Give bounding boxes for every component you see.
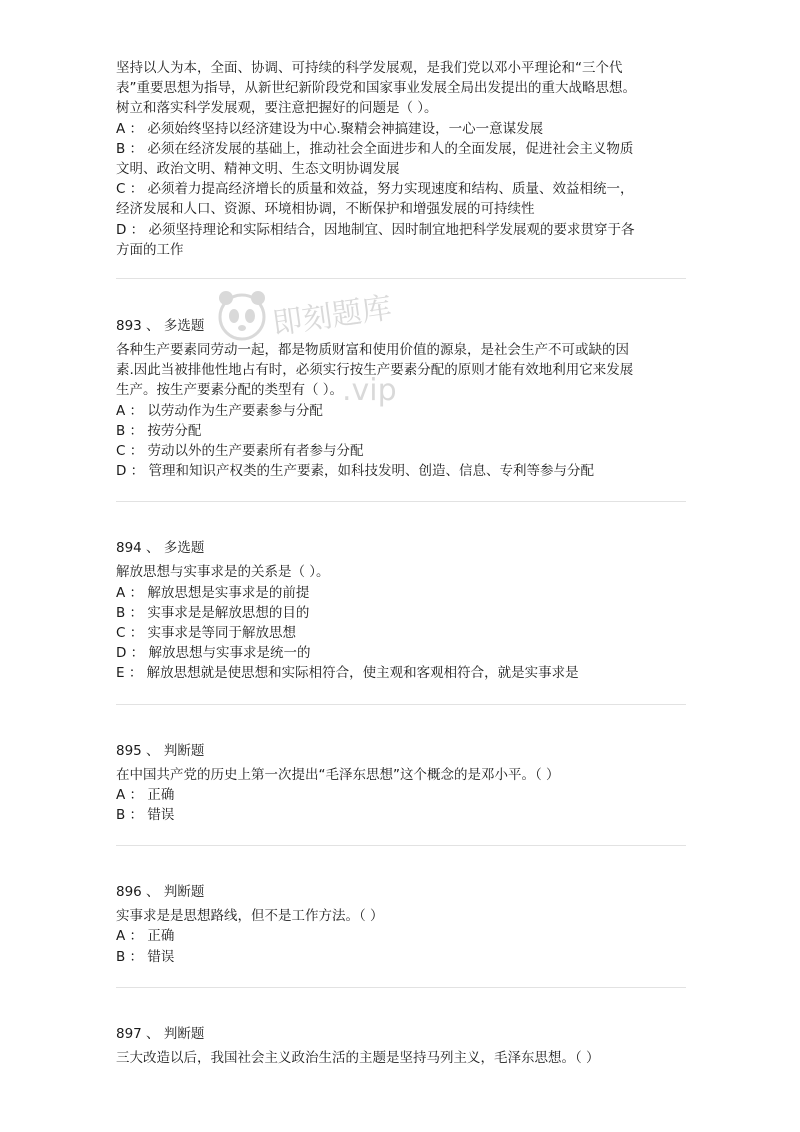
- question-stem-line: 三大改造以后，我国社会主义政治生活的主题是坚持马列主义，毛泽东思想。（ ）: [116, 1049, 600, 1066]
- divider: [116, 278, 686, 279]
- question-896: [116, 882, 686, 967]
- question-893: [116, 316, 686, 481]
- question-892: [116, 58, 686, 260]
- question-header: 894 、 多选题: [116, 540, 205, 557]
- option-c: C ： 劳动以外的生产要素所有者参与分配: [116, 443, 364, 460]
- option-b: B ： 错误: [116, 948, 175, 965]
- question-header: 897 、 判断题: [116, 1025, 205, 1042]
- document-page: [116, 58, 686, 1068]
- option-a: A ： 必须始终坚持以经济建设为中心.聚精会神搞建设，一心一意谋发展: [116, 120, 544, 137]
- question-stem-line: 生产。按生产要素分配的类型有（ ）。: [116, 382, 344, 399]
- option-b: B ： 错误: [116, 807, 175, 824]
- divider: [116, 845, 686, 846]
- option-b-continued: 文明、政治文明、精神文明、生态文明协调发展: [116, 161, 400, 178]
- question-stem-line: 表”重要思想为指导，从新世纪新阶段党和国家事业发展全局出发提出的重大战略思想。: [116, 80, 636, 97]
- question-stem-line: 解放思想与实事求是的关系是（ ）。: [116, 564, 330, 581]
- option-b: B ： 实事求是是解放思想的目的: [116, 604, 310, 621]
- question-894: [116, 538, 686, 683]
- option-a: A ： 以劳动作为生产要素参与分配: [116, 402, 323, 419]
- option-c: C ： 必须着力提高经济增长的质量和效益，努力实现速度和结构、质量、效益相统一，: [116, 181, 634, 198]
- divider: [116, 987, 686, 988]
- question-stem-line: 树立和落实科学发展观，要注意把握好的问题是（ ）。: [116, 100, 438, 117]
- option-c: C ： 实事求是等同于解放思想: [116, 625, 297, 642]
- divider: [116, 704, 686, 705]
- option-a: A ： 正确: [116, 928, 175, 945]
- option-d: D ： 解放思想与实事求是统一的: [116, 645, 311, 662]
- question-stem-line: 坚持以人为本，全面、协调、可持续的科学发展观，是我们党以邓小平理论和“三个代: [116, 60, 623, 76]
- question-897: [116, 1024, 686, 1068]
- option-c-continued: 经济发展和人口、资源、环境相协调，不断保护和增强发展的可持续性: [116, 201, 535, 218]
- question-895: [116, 741, 686, 826]
- divider: [116, 501, 686, 502]
- option-b: B ： 必须在经济发展的基础上，推动社会全面进步和人的全面发展，促进社会主义物质: [116, 140, 634, 157]
- option-d-continued: 方面的工作: [116, 241, 184, 258]
- question-stem-line: 素.因此当被排他性地占有时，必须实行按生产要素分配的原则才能有效地利用它来发展: [116, 362, 634, 379]
- option-a: A ： 解放思想是实事求是的前提: [116, 584, 310, 601]
- watermark-domain: .vip: [342, 373, 397, 408]
- option-a: A ： 正确: [116, 786, 175, 803]
- watermark-text: 即刻题库: [270, 290, 394, 342]
- question-stem-line: 在中国共产党的历史上第一次提出“毛泽东思想”这个概念的是邓小平。（ ）: [116, 766, 560, 783]
- option-d: D ： 必须坚持理论和实际相结合，因地制宜、因时制宜地把科学发展观的要求贯穿于各: [116, 221, 635, 238]
- option-e: E ： 解放思想就是使思想和实际相符合，使主观和客观相符合，就是实事求是: [116, 665, 579, 682]
- question-header: 893 、 多选题: [116, 318, 205, 335]
- option-d: D ： 管理和知识产权类的生产要素，如科技发明、创造、信息、专利等参与分配: [116, 463, 594, 480]
- question-stem-line: 各种生产要素同劳动一起，都是物质财富和使用价值的源泉，是社会生产不可或缺的因: [116, 342, 629, 359]
- option-b: B ： 按劳分配: [116, 422, 202, 439]
- question-stem-line: 实事求是是思想路线，但不是工作方法。（ ）: [116, 908, 384, 925]
- question-header: 895 、 判断题: [116, 742, 205, 759]
- question-header: 896 、 判断题: [116, 884, 205, 901]
